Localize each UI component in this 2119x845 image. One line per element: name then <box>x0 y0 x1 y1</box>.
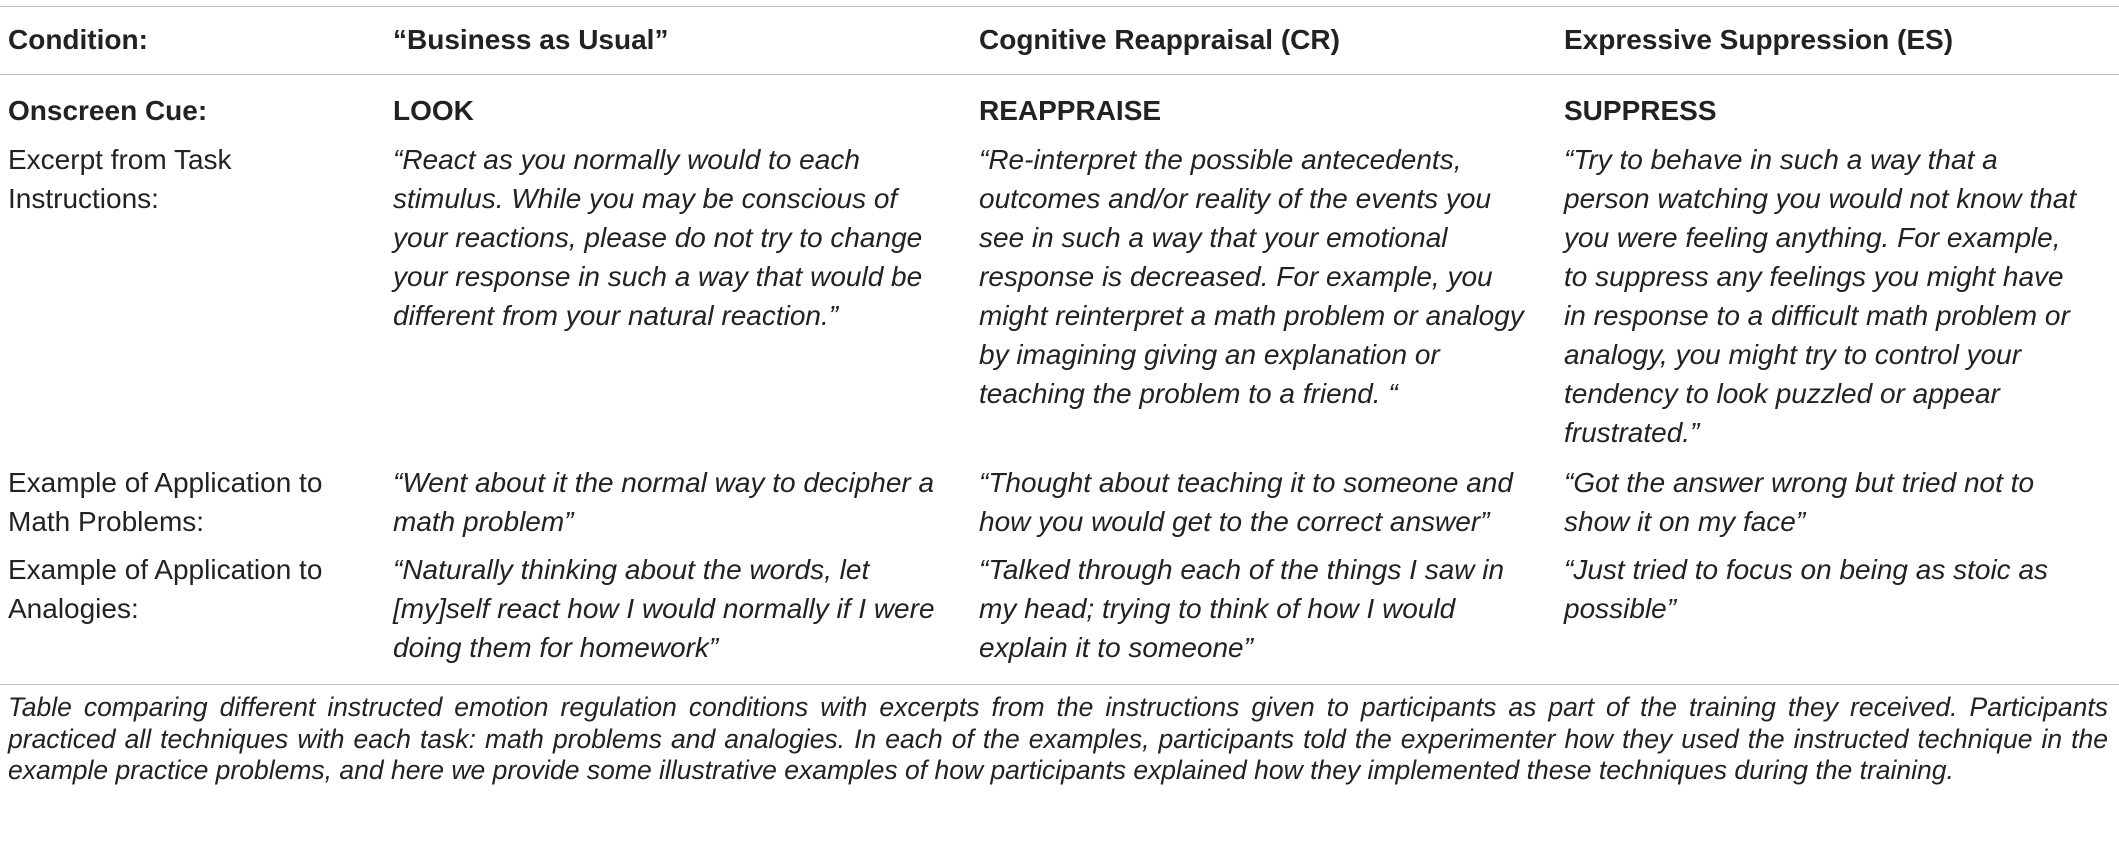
instructions-business-as-usual: “React as you normally would to each stimulus. While you may be conscious of your reactions, please do not try to change your response in such a way that would be different from your natural reaction.” <box>393 144 923 331</box>
table-header-rule <box>0 74 2119 75</box>
header-condition: Condition: <box>8 24 148 55</box>
row-label-analogies: Example of Application to Analogies: <box>8 554 323 624</box>
header-cognitive-reappraisal: Cognitive Reappraisal (CR) <box>979 24 1340 55</box>
cue-reappraise: REAPPRAISE <box>979 95 1162 126</box>
instructions-cognitive-reappraisal: “Re-interpret the possible antecedents, outcomes and/or reality of the events you see in such a way that your emotional response is decreased. For example, you might reinterpret a math problem or analogy by imagining giving an explanation or teaching the problem to a friend. “ <box>979 144 1524 409</box>
analogies-expressive-suppression: “Just tried to focus on being as stoic as possible” <box>1564 554 2049 624</box>
math-expressive-suppression: “Got the answer wrong but tried not to show it on my face” <box>1564 467 2035 537</box>
analogies-cognitive-reappraisal: “Talked through each of the things I saw in my head; trying to think of how I would explain it to someone” <box>979 554 1505 663</box>
header-expressive-suppression: Expressive Suppression (ES) <box>1564 24 1954 55</box>
table-bottom-rule <box>0 684 2119 685</box>
cue-look: LOOK <box>393 95 474 126</box>
math-business-as-usual: “Went about it the normal way to decipher a math problem” <box>393 467 935 537</box>
row-label-onscreen-cue: Onscreen Cue: <box>8 95 208 126</box>
cue-suppress: SUPPRESS <box>1564 95 1717 126</box>
table-top-rule <box>0 6 2119 7</box>
row-label-instructions: Excerpt from Task Instructions: <box>8 144 232 214</box>
instructions-expressive-suppression: “Try to behave in such a way that a person watching you would not know that you were feeling anything. For example, to suppress any feelings you might have in response to a difficult math problem or analogy, you might try to control your tendency to look puzzled or appear frustrated.” <box>1564 144 2077 448</box>
header-business-as-usual: “Business as Usual” <box>393 24 669 55</box>
math-cognitive-reappraisal: “Thought about teaching it to someone and how you would get to the correct answer” <box>979 467 1513 537</box>
analogies-business-as-usual: “Naturally thinking about the words, let [my]self react how I would normally if I were doing them for homework” <box>393 554 935 663</box>
table-caption: Table comparing different instructed emotion regulation conditions with excerpts from the instructions given to participants as part of the training they received. Participants practiced all techniques with each task: math problems and analogies. In each of the examples, participants told the experimenter how they used the instructed technique in the example practice problems, and here we provide some illustrative examples of how participants explained how they implemented these techniques during the training. <box>8 692 2108 785</box>
row-label-math-problems: Example of Application to Math Problems: <box>8 467 323 537</box>
